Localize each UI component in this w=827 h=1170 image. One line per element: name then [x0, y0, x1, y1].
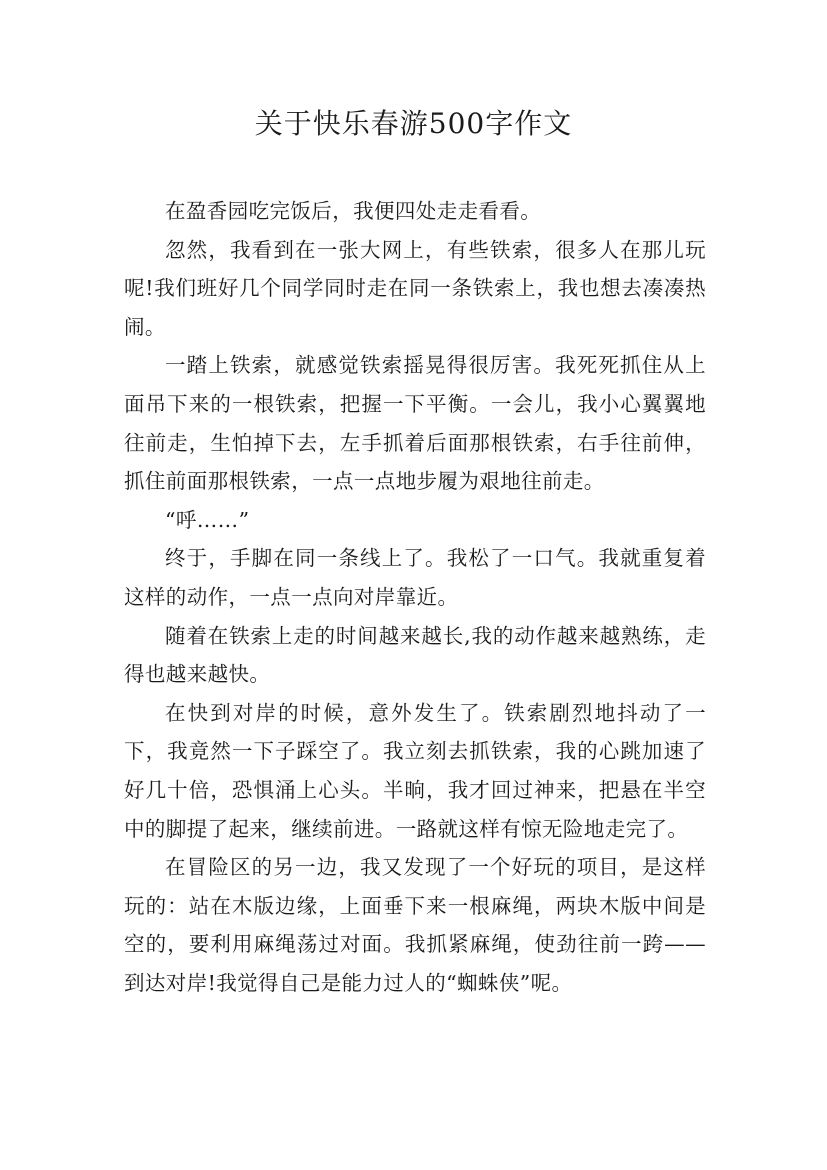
paragraph: 在快到对岸的时候，意外发生了。铁索剧烈地抖动了一下，我竟然一下子踩空了。我立刻去抓铁索，我的心跳加速了好几十倍，恐惧涌上心头。半晌，我才回过神来，把悬在半空中的脚提了起来，继续前进。一路就这样有惊无险地走完了。 [124, 700, 706, 841]
document-body [124, 192, 706, 1002]
paragraph: 在冒险区的另一边，我又发现了一个好玩的项目，是这样玩的：站在木版边缘，上面垂下来一根麻绳，两块木版中间是空的，要利用麻绳荡过对面。我抓紧麻绳，使劲往前一跨——到达对岸!我觉得自己是能力过人的“蜘蛛侠”呢。 [124, 855, 706, 995]
paragraph: “呼……” [165, 507, 250, 532]
document-title: 关于快乐春游500字作文 [254, 107, 573, 140]
paragraph: 在盈香园吃完饭后，我便四处走走看看。 [165, 199, 542, 223]
paragraph: 忽然，我看到在一张大网上，有些铁索，很多人在那儿玩呢!我们班好几个同学同时走在同一条铁索上，我也想去凑凑热闹。 [124, 237, 706, 339]
paragraph: 终于，手脚在同一条线上了。我松了一口气。我就重复着这样的动作，一点一点向对岸靠近。 [124, 546, 706, 609]
paragraph: 随着在铁索上走的时间越来越长,我的动作越来越熟练，走得也越来越快。 [124, 623, 706, 687]
paragraph: 一踏上铁索，就感觉铁索摇晃得很厉害。我死死抓住从上面吊下来的一根铁索，把握一下平衡。一会儿，我小心翼翼地往前走，生怕掉下去，左手抓着后面那根铁索，右手往前伸，抓住前面那根铁索，一点一点地步履为艰地往前走。 [124, 353, 706, 494]
